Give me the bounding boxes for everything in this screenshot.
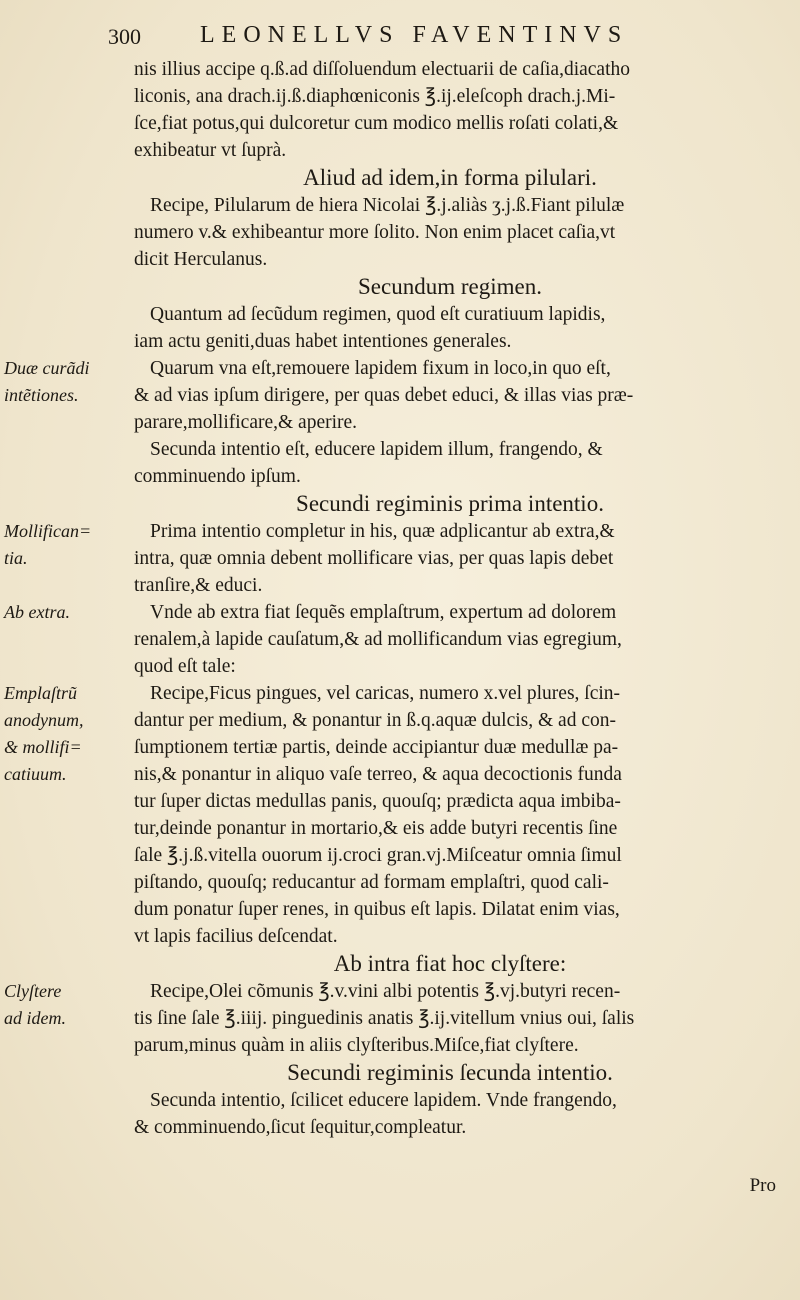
page-header (108, 22, 708, 50)
text-line: tranſire,& educi. (134, 575, 263, 596)
section-heading: Aliud ad idem,in forma pilulari. (303, 165, 597, 190)
text-line: parum,minus quàm in aliis clyſteribus.Miſce,fiat clyſtere. (134, 1035, 579, 1056)
text-line: Secunda intentio, ſcilicet educere lapidem. Vnde frangendo, (150, 1090, 617, 1111)
margin-note-line: Ab extra. (4, 602, 70, 622)
text-line: Recipe, Pilularum de hiera Nicolai ℥.j.aliàs ʒ.j.ß.Fiant pilulæ (150, 195, 625, 216)
text-line: Quarum vna eſt,remouere lapidem fixum in loco,in quo eſt, (150, 358, 611, 379)
text-line: tis ſine ſale ℥.iiij. pinguedinis anatis ℥.ij.vitellum vnius oui, ſalis (134, 1008, 635, 1029)
text-line: & comminuendo,ſicut ſequitur,compleatur. (134, 1117, 467, 1138)
margin-note (4, 978, 132, 1032)
text-line: parare,mollificare,& aperire. (134, 412, 358, 433)
text-line: comminuendo ipſum. (134, 466, 301, 487)
margin-note-line: anodynum, (4, 710, 84, 730)
text-line: intra, quæ omnia debent mollificare vias, per quas lapis debet (134, 548, 614, 569)
margin-note-line: Clyſtere (4, 981, 62, 1001)
text-line: liconis, ana drach.ij.ß.diaphœniconis ℥.ij.eleſcoph drach.j.Mi- (134, 86, 616, 107)
text-line: tur ſuper dictas medullas panis, quouſq; prædicta aqua imbiba- (134, 791, 621, 812)
margin-note-line: Mollifican= (4, 521, 92, 541)
text-line: Quantum ad ſecũdum regimen, quod eſt curatiuum lapidis, (150, 304, 606, 325)
section-heading: Secundi regiminis ſecunda intentio. (287, 1060, 613, 1085)
margin-note-line: & mollifi= (4, 737, 82, 757)
section-heading: Secundum regimen. (358, 274, 542, 299)
text-line: ſce,fiat potus,qui dulcoretur cum modico mellis roſati colati,& (134, 113, 619, 134)
page-number: 300 (108, 24, 141, 49)
text-line: nis,& ponantur in aliquo vaſe terreo, & aqua decoctionis funda (134, 764, 622, 785)
margin-note (4, 355, 132, 409)
text-line: Prima intentio completur in his, quæ adplicantur ab extra,& (150, 521, 615, 542)
section-heading: Secundi regiminis prima intentio. (296, 491, 604, 516)
text-line: dantur per medium, & ponantur in ß.q.aquæ dulcis, & ad con- (134, 710, 616, 731)
text-line: ſumptionem tertiæ partis, deinde accipiantur duæ medullæ pa- (134, 737, 619, 758)
text-line: Vnde ab extra fiat ſequẽs emplaſtrum, expertum ad dolorem (150, 602, 617, 623)
margin-note-line: catiuum. (4, 764, 67, 784)
margin-note-line: intẽtiones. (4, 385, 79, 405)
text-line: renalem,à lapide cauſatum,& ad mollificandum vias egregium, (134, 629, 622, 650)
running-head: LEONELLVS FAVENTINVS (200, 22, 629, 48)
text-line: & ad vias ipſum dirigere, per quas debet educi, & illas vias præ- (134, 385, 634, 406)
margin-note-line: ad idem. (4, 1008, 66, 1028)
margin-note-line: Duæ curãdi (4, 358, 90, 378)
margin-note (4, 680, 132, 788)
text-line: dicit Herculanus. (134, 249, 268, 270)
text-line: nis illius accipe q.ß.ad diſſoluendum electuarii de caſia,diacatho (134, 59, 630, 80)
text-line: vt lapis facilius deſcendat. (134, 926, 338, 947)
text-line: Recipe,Ficus pingues, vel caricas, numero x.vel plures, ſcin- (150, 683, 621, 704)
section-heading: Ab intra fiat hoc clyſtere: (333, 951, 567, 976)
margin-note-line: tia. (4, 548, 28, 568)
text-line: numero v.& exhibeantur more ſolito. Non enim placet caſia,vt (134, 222, 616, 243)
text-line: tur,deinde ponantur in mortario,& eis adde butyri recentis ſine (134, 818, 618, 839)
margin-note-line: Emplaſtrũ (4, 683, 78, 703)
catchword: Pro (749, 1175, 776, 1196)
text-line: Recipe,Olei cõmunis ℥.v.vini albi potentis ℥.vj.butyri recen- (150, 981, 621, 1002)
text-line: exhibeatur vt ſuprà. (134, 140, 287, 161)
text-line: Secunda intentio eſt, educere lapidem illum, frangendo, & (150, 439, 603, 460)
text-line: ſale ℥.j.ß.vitella ouorum ij.croci gran.vj.Miſceatur omnia ſimul (134, 845, 622, 866)
text-line: iam actu geniti,duas habet intentiones generales. (134, 331, 512, 352)
text-line: piſtando, quouſq; reducantur ad formam emplaſtri, quod cali- (134, 872, 609, 893)
body-text (134, 56, 796, 1141)
text-line: dum ponatur ſuper renes, in quibus eſt lapis. Dilatat enim vias, (134, 899, 620, 920)
margin-note (4, 599, 132, 626)
text-line: quod eſt tale: (134, 656, 236, 677)
margin-note (4, 518, 132, 572)
